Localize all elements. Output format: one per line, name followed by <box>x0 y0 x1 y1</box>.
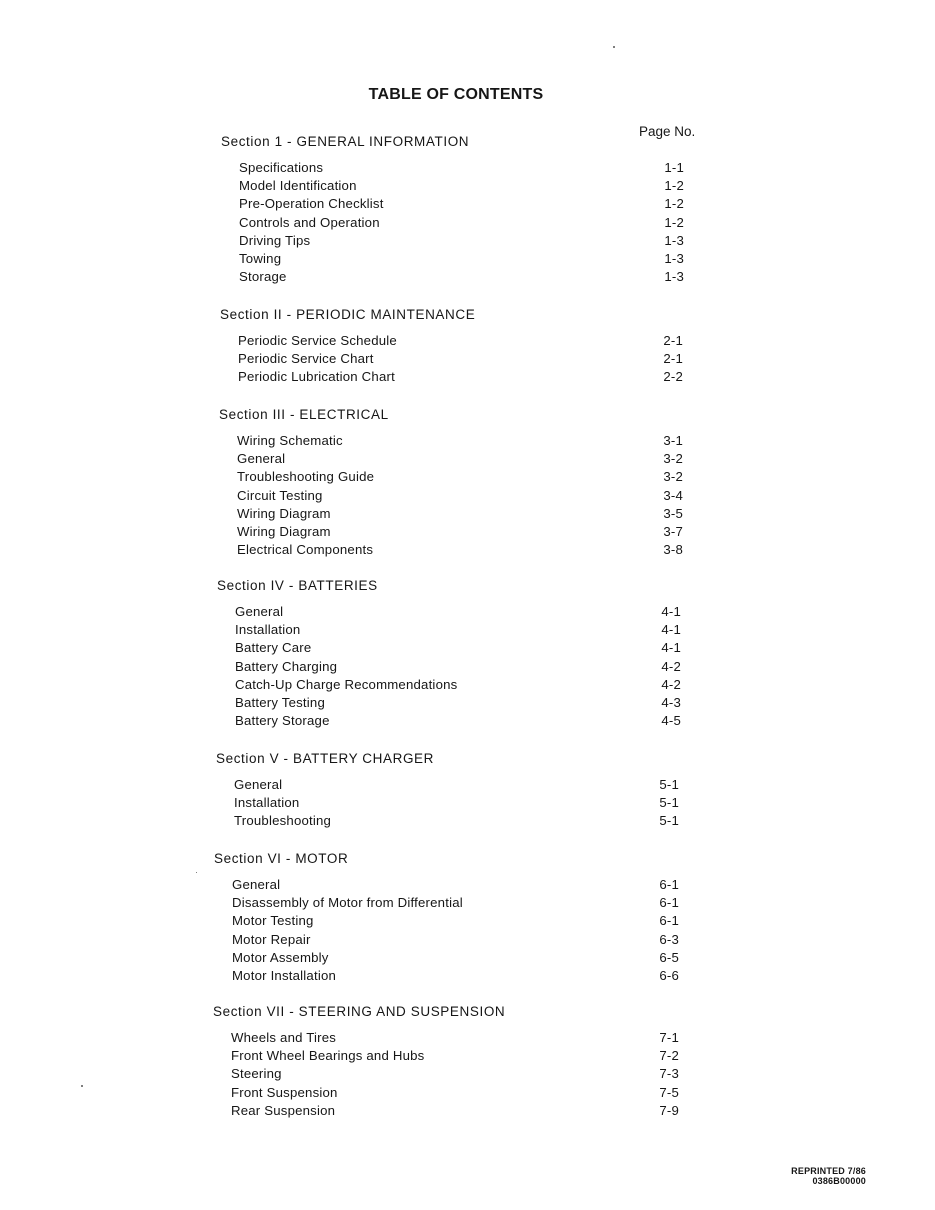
entry-page-number: 6-3 <box>659 931 679 947</box>
section-entries <box>213 1030 679 1121</box>
entry-title: Troubleshooting <box>234 813 332 829</box>
toc-entry <box>216 813 679 831</box>
section-heading: Section IV - BATTERIES <box>217 578 378 593</box>
toc-entry <box>214 949 679 968</box>
entry-title: Electrical Components <box>237 542 374 558</box>
page-number-column-header: Page No. <box>639 124 696 139</box>
entry-title: Controls and Operation <box>239 214 380 230</box>
entry-title: Towing <box>239 250 282 266</box>
entry-title: Steering <box>231 1066 282 1082</box>
entry-page-number: 1-3 <box>664 232 684 248</box>
toc-entry <box>217 713 681 731</box>
entry-page-number: 2-2 <box>663 369 683 385</box>
entry-page-number: 1-2 <box>664 196 684 212</box>
entry-title: Catch-Up Charge Recommendations <box>235 676 458 692</box>
entry-page-number: 4-1 <box>661 640 681 656</box>
entry-page-number: 1-2 <box>664 178 684 194</box>
entry-page-number: 1-3 <box>664 250 684 266</box>
entry-title: Installation <box>234 795 300 811</box>
entry-page-number: 3-2 <box>663 451 683 467</box>
section-entries <box>216 777 679 832</box>
entry-page-number: 3-8 <box>663 542 683 558</box>
entry-title: Front Suspension <box>231 1084 338 1100</box>
entry-title: Pre-Operation Checklist <box>239 196 384 212</box>
section-entries <box>219 433 683 560</box>
entry-title: Troubleshooting Guide <box>237 469 375 485</box>
entry-title: General <box>234 777 283 792</box>
toc-entry <box>221 178 684 196</box>
entry-page-number: 6-1 <box>659 877 679 892</box>
entry-title: Driving Tips <box>239 232 311 248</box>
entry-page-number: 6-5 <box>659 949 679 965</box>
toc-entry <box>219 523 683 542</box>
entry-page-number: 6-1 <box>659 895 679 911</box>
entry-page-number: 2-1 <box>663 333 683 348</box>
entry-page-number: 3-7 <box>663 523 683 539</box>
toc-section <box>217 578 681 731</box>
entry-page-number: 5-1 <box>659 813 679 829</box>
entry-title: Battery Charging <box>235 658 338 674</box>
entry-page-number: 4-1 <box>661 622 681 638</box>
entry-title: General <box>235 604 284 619</box>
toc-entry <box>217 694 681 713</box>
section-entries <box>220 333 683 388</box>
entry-title: Battery Testing <box>235 694 325 710</box>
toc-entry <box>220 369 683 387</box>
toc-entry <box>214 967 679 986</box>
entry-title: Motor Repair <box>232 931 311 947</box>
toc-entry <box>214 895 679 913</box>
toc-entry <box>219 487 683 506</box>
section-heading: Section V - BATTERY CHARGER <box>216 751 435 766</box>
toc-entry <box>216 795 679 813</box>
section-heading: Section VI - MOTOR <box>214 851 349 866</box>
toc-section <box>216 751 679 832</box>
toc-entry <box>220 333 683 351</box>
entry-title: Motor Testing <box>232 913 314 929</box>
toc-entry <box>221 269 684 287</box>
toc-entry <box>221 196 684 214</box>
section-heading: Section II - PERIODIC MAINTENANCE <box>220 307 476 322</box>
entry-page-number: 3-5 <box>663 505 683 521</box>
entry-title: Periodic Service Schedule <box>238 333 397 348</box>
page-title: TABLE OF CONTENTS <box>368 86 544 103</box>
toc-entry <box>214 913 679 931</box>
entry-title: Specifications <box>239 160 324 175</box>
toc-entry <box>221 160 684 178</box>
entry-page-number: 3-1 <box>663 433 683 448</box>
entry-title: Periodic Lubrication Chart <box>238 369 395 385</box>
toc-entry <box>217 640 681 658</box>
entry-title: Storage <box>239 269 287 285</box>
toc-section <box>220 307 683 388</box>
toc-entry <box>219 451 683 469</box>
entry-title: General <box>237 451 286 467</box>
toc-entry <box>214 931 679 950</box>
entry-page-number: 4-2 <box>661 676 681 692</box>
entry-page-number: 3-4 <box>663 487 683 503</box>
entry-title: Installation <box>235 622 301 638</box>
section-entries <box>221 160 684 287</box>
toc-entry <box>219 433 683 451</box>
entry-title: Front Wheel Bearings and Hubs <box>231 1048 425 1064</box>
toc-entry <box>213 1102 679 1121</box>
entry-title: Battery Storage <box>235 713 330 729</box>
entry-title: Rear Suspension <box>231 1102 336 1118</box>
entry-page-number: 4-5 <box>661 713 681 729</box>
entry-page-number: 7-2 <box>659 1048 679 1064</box>
toc-entry <box>213 1066 679 1084</box>
entry-page-number: 1-2 <box>664 214 684 230</box>
entry-page-number: 2-1 <box>663 351 683 367</box>
entry-title: Battery Care <box>235 640 312 656</box>
footer <box>791 1166 866 1186</box>
toc-entry <box>219 469 683 487</box>
section-entries <box>217 604 681 731</box>
entry-title: Periodic Service Chart <box>238 351 374 367</box>
toc-entry <box>213 1030 679 1048</box>
entry-title: Motor Installation <box>232 967 337 983</box>
entry-page-number: 3-2 <box>663 469 683 485</box>
entry-page-number: 1-3 <box>664 269 684 285</box>
entry-title: General <box>232 877 281 892</box>
toc-entry <box>213 1048 679 1066</box>
section-entries <box>214 877 679 986</box>
toc-entry <box>221 250 684 269</box>
entry-title: Wiring Diagram <box>237 505 331 521</box>
toc-entry <box>217 658 681 677</box>
toc-entry <box>217 622 681 640</box>
entry-title: Wheels and Tires <box>231 1030 337 1045</box>
entry-page-number: 6-6 <box>659 967 679 983</box>
toc-entry <box>221 214 684 233</box>
entry-title: Disassembly of Motor from Differential <box>232 895 463 911</box>
toc-entry <box>220 351 683 369</box>
section-heading: Section VII - STEERING AND SUSPENSION <box>213 1004 506 1019</box>
footer-reprint: REPRINTED 7/86 <box>791 1166 866 1176</box>
toc-section <box>214 851 679 986</box>
entry-title: Wiring Diagram <box>237 523 331 539</box>
entry-title: Circuit Testing <box>237 487 323 503</box>
toc-section <box>213 1004 679 1121</box>
toc-entry <box>221 232 684 251</box>
toc-entry <box>214 877 679 895</box>
entry-page-number: 5-1 <box>659 795 679 811</box>
entry-title: Wiring Schematic <box>237 433 343 448</box>
footer-code: 0386B00000 <box>812 1176 866 1186</box>
entry-page-number: 7-3 <box>659 1066 679 1082</box>
entry-page-number: 4-2 <box>661 658 681 674</box>
scan-speck <box>196 872 197 873</box>
entry-title: Model Identification <box>239 178 357 194</box>
toc-entry <box>217 676 681 695</box>
entry-page-number: 7-9 <box>659 1102 679 1118</box>
entry-page-number: 7-5 <box>659 1084 679 1100</box>
entry-page-number: 5-1 <box>659 777 679 792</box>
entry-page-number: 7-1 <box>659 1030 679 1045</box>
entry-title: Motor Assembly <box>232 949 329 965</box>
toc-entry <box>217 604 681 622</box>
entry-page-number: 4-3 <box>661 694 681 710</box>
entry-page-number: 4-1 <box>661 604 681 619</box>
toc-section <box>219 407 683 560</box>
section-heading: Section III - ELECTRICAL <box>219 407 389 422</box>
section-heading: Section 1 - GENERAL INFORMATION <box>221 134 470 149</box>
toc-entry <box>216 777 679 795</box>
toc-entry <box>219 542 683 560</box>
scan-speck <box>81 1085 83 1087</box>
toc-section <box>221 134 684 287</box>
entry-page-number: 1-1 <box>664 160 684 175</box>
toc-entry <box>219 505 683 524</box>
toc-entry <box>213 1084 679 1103</box>
entry-page-number: 6-1 <box>659 913 679 929</box>
scan-speck <box>613 46 615 48</box>
